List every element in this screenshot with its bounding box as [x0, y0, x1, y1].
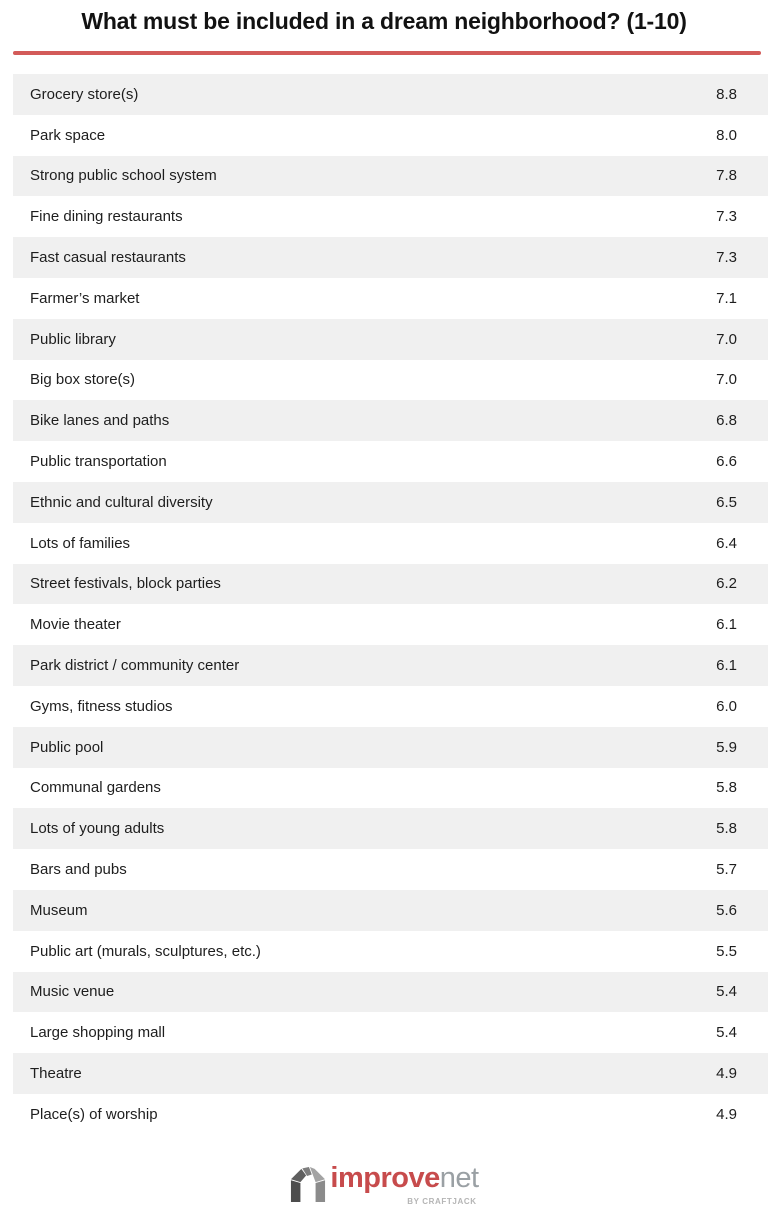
row-label: Ethnic and cultural diversity	[30, 493, 213, 511]
table-row	[13, 278, 768, 319]
logo-net: net	[439, 1161, 479, 1194]
table-row	[13, 645, 768, 686]
row-label: Grocery store(s)	[30, 85, 139, 103]
logo-wordmark	[330, 1163, 478, 1198]
logo-text	[330, 1163, 478, 1206]
table-row	[13, 1053, 768, 1094]
table-row	[13, 972, 768, 1013]
table-row	[13, 768, 768, 809]
row-label: Communal gardens	[30, 779, 161, 797]
row-label: Park space	[30, 126, 106, 144]
table-row	[13, 360, 768, 401]
row-label: Farmer’s market	[30, 289, 140, 307]
table-row	[13, 931, 768, 972]
row-label: Public pool	[30, 738, 104, 756]
row-label: Park district / community center	[30, 657, 240, 675]
table-row	[13, 441, 768, 482]
table-row	[13, 686, 768, 727]
row-value: 5.8	[716, 820, 737, 838]
table-row	[13, 808, 768, 849]
table-row	[13, 564, 768, 605]
table-row	[13, 237, 768, 278]
row-value: 5.5	[716, 942, 737, 960]
row-label: Bike lanes and paths	[30, 412, 170, 430]
arch-icon	[289, 1166, 327, 1202]
row-value: 6.4	[716, 534, 737, 552]
row-value: 7.1	[716, 289, 737, 307]
row-label: Big box store(s)	[30, 371, 136, 389]
row-label: Public library	[30, 330, 116, 348]
logo-byline: BY CRAFTJACK	[407, 1196, 477, 1206]
table-row	[13, 849, 768, 890]
row-value: 7.0	[716, 330, 737, 348]
row-value: 8.8	[716, 85, 737, 103]
row-value: 7.3	[716, 208, 737, 226]
improvenet-logo	[0, 1163, 768, 1206]
row-label: Theatre	[30, 1065, 82, 1083]
row-value: 8.0	[716, 126, 737, 144]
table-row	[13, 1094, 768, 1135]
page-title: What must be included in a dream neighborhood? (1-10)	[81, 8, 687, 34]
row-value: 6.5	[716, 493, 737, 511]
table-row	[13, 156, 768, 197]
row-value: 5.4	[716, 1024, 737, 1042]
row-value: 4.9	[716, 1105, 737, 1123]
table-row	[13, 196, 768, 237]
table-row	[13, 523, 768, 564]
row-value: 6.1	[716, 657, 737, 675]
row-label: Public transportation	[30, 453, 167, 471]
table-row	[13, 604, 768, 645]
table-row	[13, 319, 768, 360]
infographic	[0, 6, 768, 1206]
row-value: 6.6	[716, 453, 737, 471]
row-label: Movie theater	[30, 616, 121, 634]
table-row	[13, 115, 768, 156]
row-value: 7.0	[716, 371, 737, 389]
row-label: Bars and pubs	[30, 861, 127, 879]
row-value: 5.4	[716, 983, 737, 1001]
row-label: Fast casual restaurants	[30, 249, 186, 267]
row-value: 5.7	[716, 861, 737, 879]
row-label: Museum	[30, 901, 88, 919]
row-label: Fine dining restaurants	[30, 208, 183, 226]
row-value: 6.1	[716, 616, 737, 634]
row-label: Strong public school system	[30, 167, 217, 185]
table-row	[13, 890, 768, 931]
table-row	[13, 727, 768, 768]
row-value: 5.8	[716, 779, 737, 797]
row-value: 6.0	[716, 697, 737, 715]
table-row	[13, 400, 768, 441]
ranking-table	[13, 74, 768, 1135]
row-label: Lots of families	[30, 534, 131, 552]
row-value: 5.6	[716, 901, 737, 919]
logo-improve: improve	[330, 1161, 440, 1194]
row-value: 7.8	[716, 167, 737, 185]
row-label: Music venue	[30, 983, 115, 1001]
row-label: Large shopping mall	[30, 1024, 166, 1042]
row-label: Place(s) of worship	[30, 1105, 158, 1123]
table-row	[13, 1012, 768, 1053]
row-label: Lots of young adults	[30, 820, 165, 838]
row-label: Street festivals, block parties	[30, 575, 221, 593]
row-value: 4.9	[716, 1065, 737, 1083]
row-label: Public art (murals, sculptures, etc.)	[30, 942, 261, 960]
table-row	[13, 482, 768, 523]
row-value: 6.8	[716, 412, 737, 430]
row-label: Gyms, fitness studios	[30, 697, 173, 715]
row-value: 5.9	[716, 738, 737, 756]
row-value: 6.2	[716, 575, 737, 593]
table-row	[13, 74, 768, 115]
row-value: 7.3	[716, 249, 737, 267]
title-divider	[13, 51, 761, 55]
